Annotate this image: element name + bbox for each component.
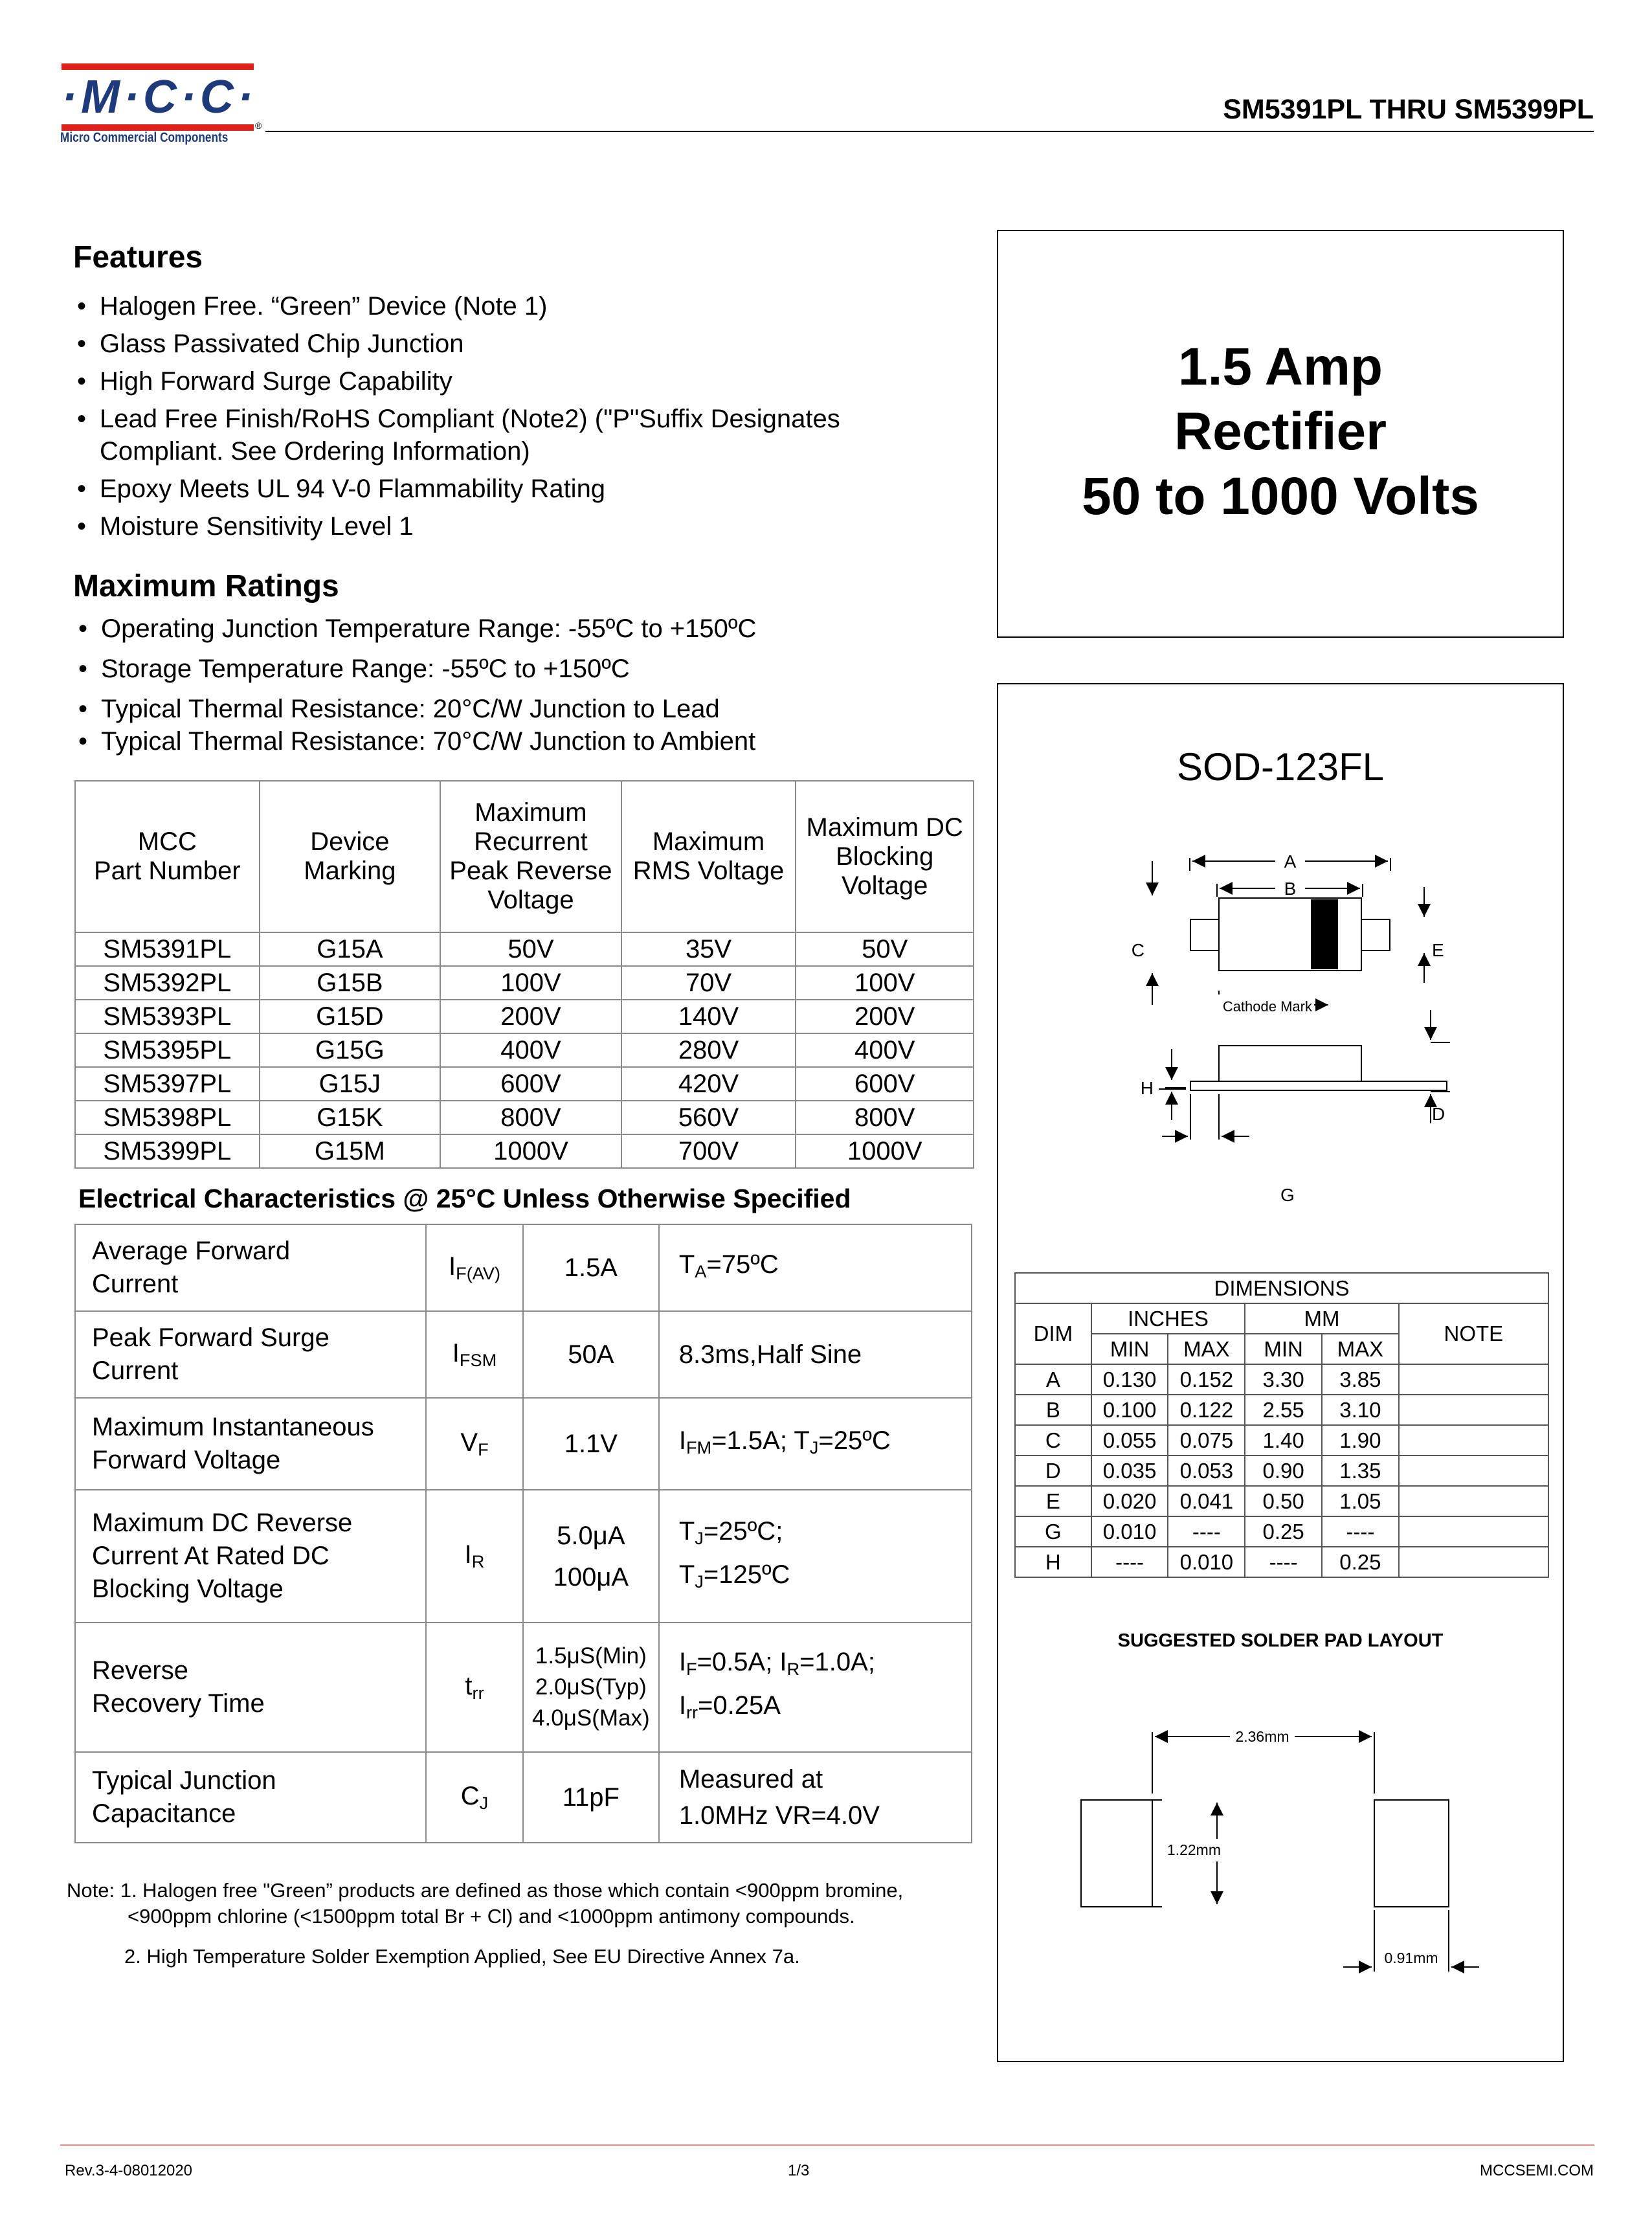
condition-line bbox=[679, 1687, 971, 1731]
header-peak-reverse-voltage: Maximum Recurrent Peak Reverse Voltage bbox=[440, 781, 621, 932]
label-e: E bbox=[1432, 940, 1444, 960]
parameter-line: Recovery Time bbox=[92, 1689, 265, 1718]
table-cell: 600V bbox=[440, 1067, 621, 1101]
max-header: MAX bbox=[1168, 1334, 1245, 1364]
parameter-line: Average Forward bbox=[92, 1237, 291, 1265]
symbol-cell bbox=[426, 1224, 523, 1311]
table-cell: 800V bbox=[440, 1101, 621, 1134]
condition-line bbox=[679, 1424, 971, 1464]
width-label: 2.36mm bbox=[1235, 1728, 1289, 1745]
parameter-line: Capacitance bbox=[92, 1799, 236, 1828]
header-part-number: MCC Part Number bbox=[75, 781, 260, 932]
symbol: t bbox=[465, 1671, 473, 1700]
solder-pad-right bbox=[1374, 1800, 1449, 1907]
table-cell: 1.90 bbox=[1322, 1425, 1399, 1456]
company-name: Micro Commercial Components bbox=[60, 130, 229, 145]
table-cell: G15G bbox=[260, 1033, 440, 1067]
symbol-subscript: R bbox=[471, 1551, 485, 1571]
table-cell: 3.10 bbox=[1322, 1395, 1399, 1425]
table-row bbox=[1015, 1273, 1548, 1303]
list-item: • Operating Junction Temperature Range: -55ºC to +150ºC bbox=[74, 613, 756, 653]
parameter-line: Reverse bbox=[92, 1656, 188, 1685]
condition-text: I bbox=[678, 1691, 686, 1720]
max-ratings-list bbox=[74, 613, 756, 758]
mm-header: MM bbox=[1245, 1303, 1398, 1334]
table-cell: 70V bbox=[621, 966, 796, 1000]
voltage-range: 50 to 1000 Volts bbox=[1082, 467, 1479, 526]
condition-text: =1.0A; bbox=[799, 1648, 875, 1677]
pad-label: 0.91mm bbox=[1384, 1950, 1438, 1966]
condition-text: =75ºC bbox=[706, 1250, 779, 1279]
table-row bbox=[75, 1033, 974, 1067]
table-row bbox=[75, 1134, 974, 1168]
min-header: MIN bbox=[1091, 1334, 1168, 1364]
package-name: SOD-123FL bbox=[1176, 745, 1385, 789]
table-cell: 2.55 bbox=[1245, 1395, 1322, 1425]
condition-line bbox=[679, 1513, 971, 1557]
condition-cell bbox=[659, 1490, 972, 1623]
table-cell: 400V bbox=[796, 1033, 974, 1067]
condition-text: =125ºC bbox=[703, 1560, 790, 1589]
label-a: A bbox=[1284, 851, 1297, 871]
table-cell: 600V bbox=[796, 1067, 974, 1101]
list-item: • Epoxy Meets UL 94 V-0 Flammability Rating bbox=[73, 473, 840, 510]
parameter-line: Maximum DC Reverse bbox=[92, 1509, 353, 1537]
condition-text: =25ºC bbox=[818, 1426, 891, 1455]
symbol-cell bbox=[426, 1398, 523, 1490]
condition-cell bbox=[659, 1623, 972, 1752]
solder-pad-title: SUGGESTED SOLDER PAD LAYOUT bbox=[1117, 1630, 1444, 1651]
condition-subscript: F bbox=[686, 1659, 697, 1679]
table-cell: 0.130 bbox=[1091, 1364, 1168, 1395]
table-cell: A bbox=[1015, 1364, 1091, 1395]
table-cell: 0.50 bbox=[1245, 1486, 1322, 1516]
value-cell bbox=[523, 1224, 659, 1311]
label-g: G bbox=[1280, 1185, 1295, 1205]
condition-line bbox=[679, 1644, 971, 1687]
symbol-cell bbox=[426, 1623, 523, 1752]
table-cell: 3.30 bbox=[1245, 1364, 1322, 1395]
header-rule bbox=[265, 131, 1594, 132]
condition-line bbox=[679, 1248, 971, 1288]
list-item: • Typical Thermal Resistance: 70°C/W Junction to Ambient bbox=[74, 725, 756, 758]
condition-text: =25ºC; bbox=[703, 1516, 783, 1546]
condition-subscript: J bbox=[695, 1571, 704, 1591]
label-d: D bbox=[1432, 1104, 1446, 1124]
condition-subscript: R bbox=[787, 1659, 800, 1679]
revision: Rev.3-4-08012020 bbox=[65, 2162, 193, 2179]
condition-text: =0.5A; I bbox=[697, 1648, 787, 1677]
table-cell: 0.035 bbox=[1091, 1456, 1168, 1486]
condition-text: T bbox=[678, 1560, 695, 1589]
symbol-subscript: rr bbox=[472, 1682, 484, 1703]
parameter-line: Current bbox=[92, 1356, 179, 1385]
dimensions-body bbox=[1015, 1364, 1548, 1577]
condition-cell bbox=[659, 1398, 972, 1490]
table-cell: 560V bbox=[621, 1101, 796, 1134]
table-cell: 0.90 bbox=[1245, 1456, 1322, 1486]
table-row bbox=[75, 966, 974, 1000]
condition-line bbox=[679, 1761, 971, 1797]
symbol: C bbox=[460, 1781, 480, 1810]
label-c: C bbox=[1131, 940, 1144, 960]
ratings-table bbox=[74, 780, 974, 1169]
parameter-cell bbox=[75, 1311, 426, 1398]
package-body-top bbox=[1219, 898, 1361, 971]
parameter-line: Maximum Instantaneous bbox=[92, 1413, 374, 1441]
condition-cell bbox=[659, 1311, 972, 1398]
table-cell: 200V bbox=[796, 1000, 974, 1033]
table-row bbox=[1015, 1456, 1548, 1486]
table-cell: SM5397PL bbox=[75, 1067, 260, 1101]
parameter-line: Blocking Voltage bbox=[92, 1575, 284, 1603]
height-label: 1.22mm bbox=[1166, 1841, 1221, 1858]
current-rating: 1.5 Amp bbox=[1178, 337, 1383, 396]
list-item: • High Forward Surge Capability bbox=[73, 365, 840, 403]
table-cell: H bbox=[1015, 1547, 1091, 1577]
label-b: B bbox=[1284, 879, 1297, 899]
table-cell: 1.35 bbox=[1322, 1456, 1399, 1486]
summary-box bbox=[997, 230, 1564, 638]
table-cell: SM5393PL bbox=[75, 1000, 260, 1033]
table-cell: 3.85 bbox=[1322, 1364, 1399, 1395]
table-cell: 0.053 bbox=[1168, 1456, 1245, 1486]
table-cell: 1.05 bbox=[1322, 1486, 1399, 1516]
table-cell: 0.020 bbox=[1091, 1486, 1168, 1516]
table-cell: 0.055 bbox=[1091, 1425, 1168, 1456]
table-cell: G15A bbox=[260, 932, 440, 966]
table-cell: G15M bbox=[260, 1134, 440, 1168]
table-cell: 280V bbox=[621, 1033, 796, 1067]
table-row bbox=[1015, 1516, 1548, 1547]
table-cell bbox=[1399, 1395, 1548, 1425]
symbol-subscript: J bbox=[479, 1792, 489, 1813]
list-item: • Halogen Free. “Green” Device (Note 1) bbox=[73, 290, 840, 328]
website: MCCSEMI.COM bbox=[1480, 2162, 1594, 2179]
condition-subscript: FM bbox=[686, 1437, 712, 1457]
value-cell bbox=[523, 1623, 659, 1752]
table-cell bbox=[1399, 1516, 1548, 1547]
list-item: • Storage Temperature Range: -55ºC to +150ºC bbox=[74, 653, 756, 693]
label-cathode-mark: Cathode Mark bbox=[1222, 998, 1312, 1015]
table-cell: 0.010 bbox=[1168, 1547, 1245, 1577]
max-ratings-heading: Maximum Ratings bbox=[73, 569, 339, 603]
table-row bbox=[75, 1311, 972, 1398]
symbol-subscript: FSM bbox=[459, 1349, 497, 1370]
parameter-line: Current bbox=[92, 1270, 179, 1298]
table-cell: 140V bbox=[621, 1000, 796, 1033]
table-cell: 0.075 bbox=[1168, 1425, 1245, 1456]
value-cell bbox=[523, 1752, 659, 1843]
condition-text: =0.25A bbox=[698, 1691, 781, 1720]
table-cell: 0.25 bbox=[1245, 1516, 1322, 1547]
max-header: MAX bbox=[1322, 1334, 1399, 1364]
value-line: 1.5μS(Min) bbox=[535, 1643, 647, 1669]
table-cell: 0.152 bbox=[1168, 1364, 1245, 1395]
solder-pad-left bbox=[1081, 1800, 1152, 1907]
table-row bbox=[1015, 1364, 1548, 1395]
table-cell: ---- bbox=[1168, 1516, 1245, 1547]
table-cell: G15J bbox=[260, 1067, 440, 1101]
table-cell: 420V bbox=[621, 1067, 796, 1101]
condition-subscript: J bbox=[809, 1437, 819, 1457]
value-cell bbox=[523, 1398, 659, 1490]
table-row bbox=[1015, 1486, 1548, 1516]
parameter-cell bbox=[75, 1623, 426, 1752]
table-cell: 0.041 bbox=[1168, 1486, 1245, 1516]
condition-line bbox=[679, 1797, 971, 1834]
table-row bbox=[75, 1752, 972, 1843]
table-cell: ---- bbox=[1091, 1547, 1168, 1577]
condition-text: T bbox=[678, 1516, 695, 1546]
table-row bbox=[75, 932, 974, 966]
list-item-text: Compliant. See Ordering Information) bbox=[100, 437, 530, 466]
note-header: NOTE bbox=[1399, 1303, 1548, 1364]
table-cell: 50V bbox=[796, 932, 974, 966]
table-cell: 700V bbox=[621, 1134, 796, 1168]
table-cell: 35V bbox=[621, 932, 796, 966]
value-line: 1.1V bbox=[564, 1430, 618, 1458]
min-header: MIN bbox=[1245, 1334, 1322, 1364]
table-cell: D bbox=[1015, 1456, 1091, 1486]
table-row bbox=[75, 1398, 972, 1490]
dim-header: DIM bbox=[1015, 1303, 1091, 1364]
table-cell: 100V bbox=[796, 966, 974, 1000]
note-2: 2. High Temperature Solder Exemption Applied, See EU Directive Annex 7a. bbox=[124, 1945, 800, 1968]
parameter-line: Peak Forward Surge bbox=[92, 1323, 329, 1352]
table-row bbox=[75, 1490, 972, 1623]
left-lead-top bbox=[1190, 919, 1219, 950]
features-list bbox=[73, 290, 840, 548]
parameter-line: Typical Junction bbox=[92, 1766, 276, 1795]
table-row bbox=[75, 1067, 974, 1101]
lead-frame-side bbox=[1190, 1081, 1447, 1090]
table-row bbox=[75, 1101, 974, 1134]
registered-mark: ® bbox=[255, 120, 262, 131]
symbol: I bbox=[452, 1338, 460, 1367]
table-cell: 1000V bbox=[796, 1134, 974, 1168]
cathode-band bbox=[1311, 899, 1338, 969]
table-cell: G15D bbox=[260, 1000, 440, 1033]
electrical-title: Electrical Characteristics @ 25°C Unless Otherwise Specified bbox=[78, 1184, 851, 1213]
table-cell: 0.100 bbox=[1091, 1395, 1168, 1425]
condition-cell bbox=[659, 1224, 972, 1311]
table-cell: SM5399PL bbox=[75, 1134, 260, 1168]
table-cell: SM5395PL bbox=[75, 1033, 260, 1067]
table-cell: E bbox=[1015, 1486, 1091, 1516]
table-row bbox=[1015, 1547, 1548, 1577]
condition-text: I bbox=[678, 1426, 686, 1455]
condition-text: I bbox=[678, 1648, 686, 1677]
value-line: 11pF bbox=[562, 1783, 620, 1812]
table-cell bbox=[1399, 1364, 1548, 1395]
table-cell: 1.40 bbox=[1245, 1425, 1322, 1456]
value-line: 50A bbox=[568, 1340, 614, 1369]
list-item: • Lead Free Finish/RoHS Compliant (Note2) ("P"Suffix Designates bbox=[73, 403, 840, 435]
table-cell bbox=[1399, 1547, 1548, 1577]
condition-subscript: J bbox=[695, 1527, 704, 1548]
value-line: 2.0μS(Typ) bbox=[535, 1674, 647, 1700]
label-h: H bbox=[1140, 1078, 1154, 1098]
condition-text: 1.0MHz VR=4.0V bbox=[678, 1801, 880, 1830]
table-cell: 800V bbox=[796, 1101, 974, 1134]
solder-pad-drawing bbox=[997, 1696, 1564, 1981]
symbol-subscript: F bbox=[478, 1439, 489, 1459]
parameter-line: Forward Voltage bbox=[92, 1446, 281, 1474]
list-item-continuation bbox=[73, 435, 840, 473]
table-cell: SM5391PL bbox=[75, 932, 260, 966]
package-body-side bbox=[1219, 1046, 1361, 1081]
table-cell: 0.010 bbox=[1091, 1516, 1168, 1547]
table-cell: G15K bbox=[260, 1101, 440, 1134]
condition-line bbox=[679, 1338, 971, 1371]
table-cell: 1000V bbox=[440, 1134, 621, 1168]
table-cell: C bbox=[1015, 1425, 1091, 1456]
table-cell: ---- bbox=[1322, 1516, 1399, 1547]
table-cell: 400V bbox=[440, 1033, 621, 1067]
condition-text: 8.3ms,Half Sine bbox=[678, 1340, 862, 1369]
header-device-marking: Device Marking bbox=[260, 781, 440, 932]
table-row bbox=[75, 1224, 972, 1311]
parameter-cell bbox=[75, 1490, 426, 1623]
table-cell: SM5398PL bbox=[75, 1101, 260, 1134]
inches-header: INCHES bbox=[1091, 1303, 1245, 1334]
dimensions-title: DIMENSIONS bbox=[1015, 1273, 1548, 1303]
dimensions-table bbox=[1014, 1272, 1549, 1578]
table-cell: SM5392PL bbox=[75, 966, 260, 1000]
part-range-title: SM5391PL THRU SM5399PL bbox=[1223, 94, 1594, 125]
symbol-cell bbox=[426, 1752, 523, 1843]
condition-text: T bbox=[678, 1250, 695, 1279]
table-cell: 0.25 bbox=[1322, 1547, 1399, 1577]
condition-line bbox=[679, 1557, 971, 1600]
list-item: • Typical Thermal Resistance: 20°C/W Junction to Lead bbox=[74, 693, 756, 725]
note-1a: Note: 1. Halogen free "Green” products are defined as those which contain <900ppm bromine, bbox=[67, 1879, 904, 1902]
parameter-cell bbox=[75, 1752, 426, 1843]
table-cell: 50V bbox=[440, 932, 621, 966]
parameter-cell bbox=[75, 1224, 426, 1311]
ratings-body bbox=[75, 932, 974, 1168]
table-cell: 100V bbox=[440, 966, 621, 1000]
table-cell: G bbox=[1015, 1516, 1091, 1547]
condition-subscript: A bbox=[695, 1261, 707, 1281]
table-row bbox=[75, 1623, 972, 1752]
table-cell bbox=[1399, 1425, 1548, 1456]
table-row bbox=[75, 1000, 974, 1033]
condition-text: =1.5A; T bbox=[711, 1426, 810, 1455]
table-cell: 200V bbox=[440, 1000, 621, 1033]
symbol: I bbox=[448, 1252, 456, 1281]
footer-rule bbox=[60, 2144, 1594, 2146]
symbol-subscript: F(AV) bbox=[456, 1263, 501, 1283]
right-lead-top bbox=[1361, 919, 1390, 950]
header-dc-blocking-voltage: Maximum DC Blocking Voltage bbox=[796, 781, 974, 932]
value-line: 1.5A bbox=[564, 1254, 618, 1282]
page-number: 1/3 bbox=[788, 2162, 810, 2179]
logo-top-bar bbox=[61, 63, 254, 70]
symbol: V bbox=[460, 1428, 478, 1457]
device-type: Rectifier bbox=[1174, 402, 1387, 461]
table-cell bbox=[1399, 1486, 1548, 1516]
header-rms-voltage: Maximum RMS Voltage bbox=[621, 781, 796, 932]
table-cell: B bbox=[1015, 1395, 1091, 1425]
value-line: 100μA bbox=[553, 1562, 629, 1591]
electrical-table bbox=[74, 1224, 972, 1843]
table-cell bbox=[1399, 1456, 1548, 1486]
table-cell: 0.122 bbox=[1168, 1395, 1245, 1425]
features-heading: Features bbox=[73, 240, 203, 275]
table-cell: G15B bbox=[260, 966, 440, 1000]
condition-cell bbox=[659, 1752, 972, 1843]
symbol: I bbox=[464, 1540, 472, 1569]
table-header-row bbox=[75, 781, 974, 932]
condition-subscript: rr bbox=[686, 1702, 698, 1722]
condition-text: Measured at bbox=[678, 1765, 823, 1793]
note-1b: <900ppm chlorine (<1500ppm total Br + Cl) and <1000ppm antimony compounds. bbox=[128, 1905, 855, 1928]
value-line: 4.0μS(Max) bbox=[532, 1705, 650, 1731]
package-drawing bbox=[997, 835, 1564, 1237]
symbol-cell bbox=[426, 1311, 523, 1398]
parameter-cell bbox=[75, 1398, 426, 1490]
table-row bbox=[1015, 1425, 1548, 1456]
value-cell bbox=[523, 1490, 659, 1623]
parameter-line: Current At Rated DC bbox=[92, 1542, 329, 1570]
table-row bbox=[1015, 1303, 1548, 1334]
table-cell: ---- bbox=[1245, 1547, 1322, 1577]
symbol-cell bbox=[426, 1490, 523, 1623]
list-item: • Moisture Sensitivity Level 1 bbox=[73, 510, 840, 548]
company-logo: ·M·C·C· bbox=[61, 71, 257, 123]
value-line: 5.0μA bbox=[557, 1521, 625, 1550]
value-cell bbox=[523, 1311, 659, 1398]
electrical-body bbox=[75, 1224, 972, 1843]
list-item: • Glass Passivated Chip Junction bbox=[73, 328, 840, 365]
table-row bbox=[1015, 1395, 1548, 1425]
